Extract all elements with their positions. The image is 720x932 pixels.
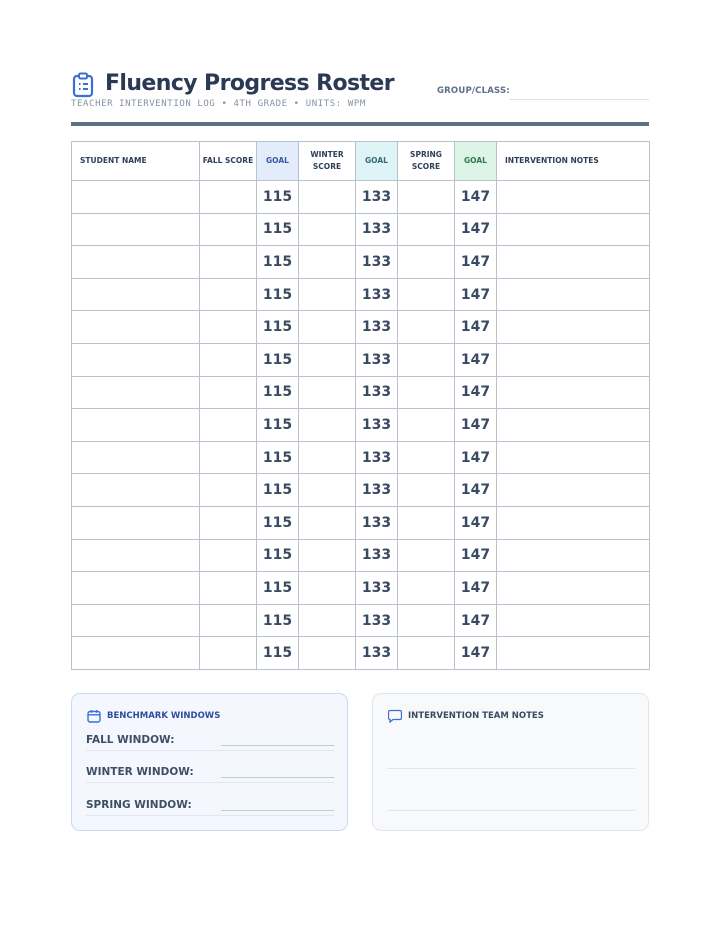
winter-goal-cell: 133 [356,311,398,344]
table-row [72,474,650,507]
winter-goal-cell: 133 [356,441,398,474]
spring-goal-cell: 147 [455,474,497,507]
winter-score-cell[interactable] [299,637,356,670]
spring-window-field[interactable] [221,810,334,811]
spring-score-cell[interactable] [398,474,455,507]
fall-window-row [86,730,334,751]
table-row [72,278,650,311]
column-header-student-name: STUDENT NAME [72,142,200,181]
fall-score-cell[interactable] [200,246,257,279]
fall-goal-cell: 115 [257,311,299,344]
student-name-cell[interactable] [72,278,200,311]
winter-score-cell[interactable] [299,604,356,637]
intervention-notes-cell[interactable] [497,376,650,409]
winter-goal-cell: 133 [356,506,398,539]
winter-goal-cell: 133 [356,409,398,442]
fall-goal-cell: 115 [257,604,299,637]
fall-goal-cell: 115 [257,441,299,474]
table-row [72,246,650,279]
table-row [72,376,650,409]
student-name-cell[interactable] [72,213,200,246]
winter-score-cell[interactable] [299,474,356,507]
header-rule [71,122,649,126]
fall-goal-cell: 115 [257,474,299,507]
clipboard-icon [71,72,95,98]
fall-score-cell[interactable] [200,181,257,214]
spring-score-cell[interactable] [398,506,455,539]
team-notes-line[interactable] [387,768,635,769]
table-row [72,441,650,474]
spring-goal-cell: 147 [455,539,497,572]
group-class-label: GROUP/CLASS: [437,86,510,96]
winter-goal-cell: 133 [356,474,398,507]
spring-window-label: SPRING WINDOW: [86,799,192,811]
intervention-notes-cell[interactable] [497,506,650,539]
spring-goal-cell: 147 [455,441,497,474]
student-name-cell[interactable] [72,539,200,572]
roster-table [71,141,650,670]
spring-goal-cell: 147 [455,637,497,670]
student-name-cell[interactable] [72,409,200,442]
winter-score-cell[interactable] [299,278,356,311]
fall-score-cell[interactable] [200,572,257,605]
student-name-cell[interactable] [72,343,200,376]
student-name-cell[interactable] [72,376,200,409]
intervention-notes-cell[interactable] [497,474,650,507]
intervention-notes-cell[interactable] [497,539,650,572]
fall-goal-cell: 115 [257,572,299,605]
student-name-cell[interactable] [72,506,200,539]
table-row [72,311,650,344]
winter-score-cell[interactable] [299,311,356,344]
column-header-spring-score: SPRING SCORE [398,142,455,181]
spring-score-cell[interactable] [398,311,455,344]
winter-goal-cell: 133 [356,213,398,246]
table-row [72,506,650,539]
winter-goal-cell: 133 [356,637,398,670]
fall-score-cell[interactable] [200,311,257,344]
table-row [72,637,650,670]
fall-window-label: FALL WINDOW: [86,734,175,746]
chat-bubble-icon [388,709,402,723]
winter-score-cell[interactable] [299,572,356,605]
spring-goal-cell: 147 [455,376,497,409]
intervention-notes-cell[interactable] [497,181,650,214]
spring-goal-cell: 147 [455,213,497,246]
intervention-team-notes-card [372,693,649,831]
fall-goal-cell: 115 [257,278,299,311]
table-row [72,539,650,572]
fall-goal-cell: 115 [257,409,299,442]
student-name-cell[interactable] [72,572,200,605]
spring-goal-cell: 147 [455,409,497,442]
winter-score-cell[interactable] [299,376,356,409]
student-name-cell[interactable] [72,441,200,474]
winter-score-cell[interactable] [299,343,356,376]
column-header-fall-score: FALL SCORE [200,142,257,181]
fall-score-cell[interactable] [200,213,257,246]
spring-score-cell[interactable] [398,376,455,409]
table-row [72,604,650,637]
spring-score-cell[interactable] [398,604,455,637]
winter-score-cell[interactable] [299,213,356,246]
team-notes-title: INTERVENTION TEAM NOTES [408,711,544,721]
table-row [72,409,650,442]
intervention-notes-cell[interactable] [497,246,650,279]
spring-goal-cell: 147 [455,311,497,344]
fall-goal-cell: 115 [257,539,299,572]
fall-score-cell[interactable] [200,539,257,572]
spring-goal-cell: 147 [455,278,497,311]
winter-goal-cell: 133 [356,572,398,605]
benchmark-windows-title: BENCHMARK WINDOWS [107,711,221,721]
winter-goal-cell: 133 [356,343,398,376]
winter-score-cell[interactable] [299,181,356,214]
page-header [71,70,649,118]
winter-score-cell[interactable] [299,539,356,572]
table-row [72,213,650,246]
benchmark-windows-card [71,693,348,831]
spring-goal-cell: 147 [455,506,497,539]
calendar-icon [87,709,101,723]
fall-goal-cell: 115 [257,376,299,409]
fall-score-cell[interactable] [200,604,257,637]
fall-goal-cell: 115 [257,506,299,539]
student-name-cell[interactable] [72,474,200,507]
spring-score-cell[interactable] [398,278,455,311]
spring-score-cell[interactable] [398,539,455,572]
winter-window-row [86,762,334,783]
column-header-spring-goal: GOAL [455,142,497,181]
spring-score-cell[interactable] [398,213,455,246]
student-name-cell[interactable] [72,637,200,670]
student-name-cell[interactable] [72,246,200,279]
fall-score-cell[interactable] [200,637,257,670]
student-name-cell[interactable] [72,604,200,637]
page-subtitle: TEACHER INTERVENTION LOG • 4TH GRADE • UNITS: WPM [71,99,366,109]
winter-score-cell[interactable] [299,506,356,539]
column-header-winter-goal: GOAL [356,142,398,181]
column-header-fall-goal: GOAL [257,142,299,181]
spring-score-cell[interactable] [398,409,455,442]
fall-score-cell[interactable] [200,506,257,539]
student-name-cell[interactable] [72,311,200,344]
column-header-intervention-notes: INTERVENTION NOTES [497,142,650,181]
fall-goal-cell: 115 [257,246,299,279]
student-name-cell[interactable] [72,181,200,214]
intervention-notes-cell[interactable] [497,637,650,670]
column-header-winter-score: WINTER SCORE [299,142,356,181]
team-notes-line[interactable] [387,810,635,811]
winter-goal-cell: 133 [356,604,398,637]
table-header-row [72,142,650,181]
winter-goal-cell: 133 [356,181,398,214]
fall-score-cell[interactable] [200,343,257,376]
fall-score-cell[interactable] [200,441,257,474]
table-row [72,181,650,214]
table-row [72,572,650,605]
fall-goal-cell: 115 [257,181,299,214]
intervention-notes-cell[interactable] [497,278,650,311]
spring-goal-cell: 147 [455,246,497,279]
fall-score-cell[interactable] [200,278,257,311]
winter-goal-cell: 133 [356,246,398,279]
intervention-notes-cell[interactable] [497,572,650,605]
table-row [72,343,650,376]
intervention-notes-cell[interactable] [497,343,650,376]
winter-goal-cell: 133 [356,376,398,409]
winter-score-cell[interactable] [299,441,356,474]
spring-score-cell[interactable] [398,246,455,279]
intervention-notes-cell[interactable] [497,213,650,246]
winter-goal-cell: 133 [356,539,398,572]
fall-goal-cell: 115 [257,213,299,246]
winter-window-label: WINTER WINDOW: [86,766,194,778]
intervention-notes-cell[interactable] [497,409,650,442]
spring-score-cell[interactable] [398,572,455,605]
fall-score-cell[interactable] [200,409,257,442]
winter-score-cell[interactable] [299,409,356,442]
winter-score-cell[interactable] [299,246,356,279]
winter-goal-cell: 133 [356,278,398,311]
intervention-notes-cell[interactable] [497,604,650,637]
intervention-notes-cell[interactable] [497,311,650,344]
group-class-field[interactable] [509,99,649,100]
spring-score-cell[interactable] [398,441,455,474]
fall-score-cell[interactable] [200,376,257,409]
spring-goal-cell: 147 [455,572,497,605]
fall-goal-cell: 115 [257,343,299,376]
spring-goal-cell: 147 [455,343,497,376]
winter-window-field[interactable] [221,777,334,778]
intervention-notes-cell[interactable] [497,441,650,474]
spring-score-cell[interactable] [398,181,455,214]
spring-window-row [86,795,334,816]
page-title: Fluency Progress Roster [105,71,394,96]
fall-goal-cell: 115 [257,637,299,670]
fall-score-cell[interactable] [200,474,257,507]
spring-score-cell[interactable] [398,637,455,670]
spring-goal-cell: 147 [455,181,497,214]
spring-score-cell[interactable] [398,343,455,376]
spring-goal-cell: 147 [455,604,497,637]
fall-window-field[interactable] [221,745,334,746]
roster-body [72,181,650,670]
